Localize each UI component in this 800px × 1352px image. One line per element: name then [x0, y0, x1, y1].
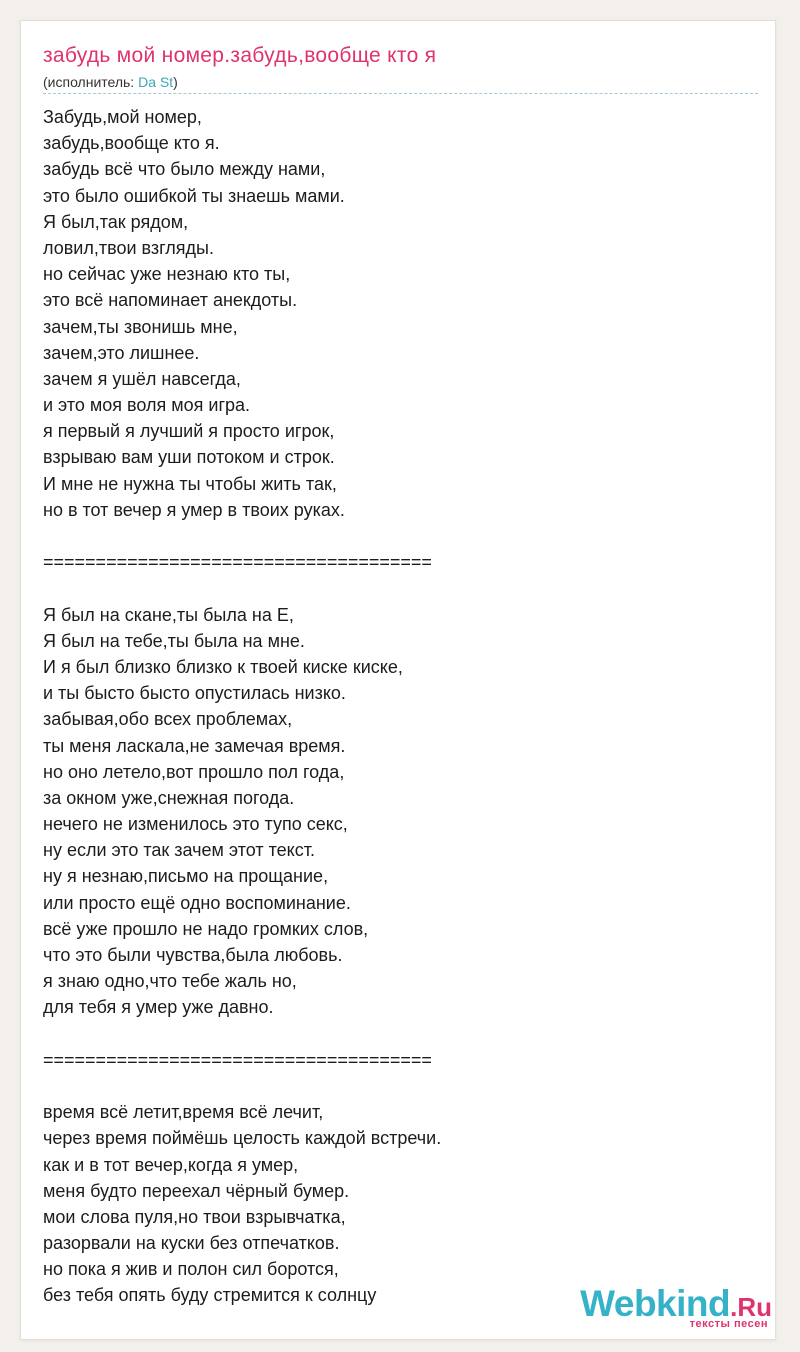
lyric-line: за окном уже,снежная погода. [43, 787, 295, 808]
lyric-line: ну если это так зачем этот текст. [43, 840, 315, 861]
lyric-line: через время поймёшь целость каждой встречи. [43, 1128, 442, 1149]
lyric-line: Забудь,мой номер, [43, 107, 202, 127]
lyric-line: или просто ещё одно воспоминание. [43, 892, 351, 913]
lyric-line: И мне не нужна ты чтобы жить так, [43, 473, 337, 494]
lyric-line [43, 1073, 743, 1099]
lyric-line: я знаю одно,что тебе жаль но, [43, 971, 297, 992]
lyric-line: ===================================== [43, 1049, 432, 1070]
lyric-line: для тебя я умер уже давно. [43, 997, 274, 1018]
lyric-line: как и в тот вечер,когда я умер, [43, 1154, 299, 1175]
lyric-line: но оно летело,вот прошло пол года, [43, 761, 345, 782]
lyric-line: забывая,обо всех проблемах, [43, 709, 293, 730]
lyric-line: это всё напоминает анекдоты. [43, 290, 298, 311]
lyric-line: ===================================== [43, 552, 432, 573]
lyric-line: нечего не изменилось это тупо секс, [43, 814, 348, 835]
lyric-line: но в тот вечер я умер в твоих руках. [43, 499, 345, 520]
lyric-line: время всё летит,время всё лечит, [43, 1102, 324, 1123]
lyrics-block [43, 104, 743, 1309]
logo-suffix-text: .Ru [730, 1292, 772, 1322]
lyric-line: ты меня ласкала,не замечая время. [43, 735, 346, 756]
artist-prefix: (исполнитель: [43, 74, 139, 90]
lyric-line: без тебя опять буду стремится к солнцу [43, 1285, 377, 1306]
lyric-line: что это были чувства,была любовь. [43, 945, 343, 965]
logo-tagline: тексты песен [689, 1318, 768, 1330]
lyric-line: разорвали на куски без отпечатков. [43, 1233, 340, 1254]
lyric-line: меня будто переехал чёрный бумер. [43, 1180, 350, 1201]
lyric-line [43, 1021, 743, 1047]
lyric-line: зачем,ты звонишь мне, [43, 316, 238, 337]
lyric-line: забудь,вообще кто я. [43, 133, 220, 154]
lyric-line: но сейчас уже незнаю кто ты, [43, 264, 291, 285]
artist-line [43, 74, 178, 90]
lyric-line: Я был на скане,ты была на Е, [43, 604, 294, 625]
artist-suffix: ) [173, 74, 178, 90]
lyric-line: Я был,так рядом, [43, 211, 189, 232]
title-divider [43, 93, 758, 94]
lyric-line: Я был на тебе,ты была на мне. [43, 630, 305, 651]
lyric-line: но пока я жив и полон сил боротся, [43, 1259, 339, 1280]
lyric-line: ловил,твои взгляды. [43, 237, 214, 258]
lyric-line: я первый я лучший я просто игрок, [43, 421, 335, 442]
artist-link[interactable]: Da St [138, 74, 174, 90]
lyric-line: забудь всё что было между нами, [43, 159, 326, 180]
lyric-line [43, 523, 743, 549]
lyric-line: зачем я ушёл навсегда, [43, 368, 241, 389]
lyric-line: и это моя воля моя игра. [43, 395, 251, 416]
lyric-line: всё уже прошло не надо громких слов, [43, 918, 369, 939]
site-logo[interactable] [580, 1283, 772, 1330]
lyric-line: ну я незнаю,письмо на прощание, [43, 866, 329, 887]
lyric-line: мои слова пуля,но твои взрывчатка, [43, 1206, 346, 1227]
lyric-line: взрываю вам уши потоком и строк. [43, 447, 335, 468]
song-title: забудь мой номер.забудь,вообще кто я [43, 44, 437, 67]
lyric-line: и ты бысто бысто опустилась низко. [43, 683, 346, 704]
lyric-line: зачем,это лишнее. [43, 342, 200, 363]
lyric-line: И я был близко близко к твоей киске киске, [43, 656, 403, 677]
logo-main-text: Webkind [580, 1283, 731, 1324]
lyric-line: это было ошибкой ты знаешь мами. [43, 185, 345, 206]
lyric-line [43, 575, 743, 601]
